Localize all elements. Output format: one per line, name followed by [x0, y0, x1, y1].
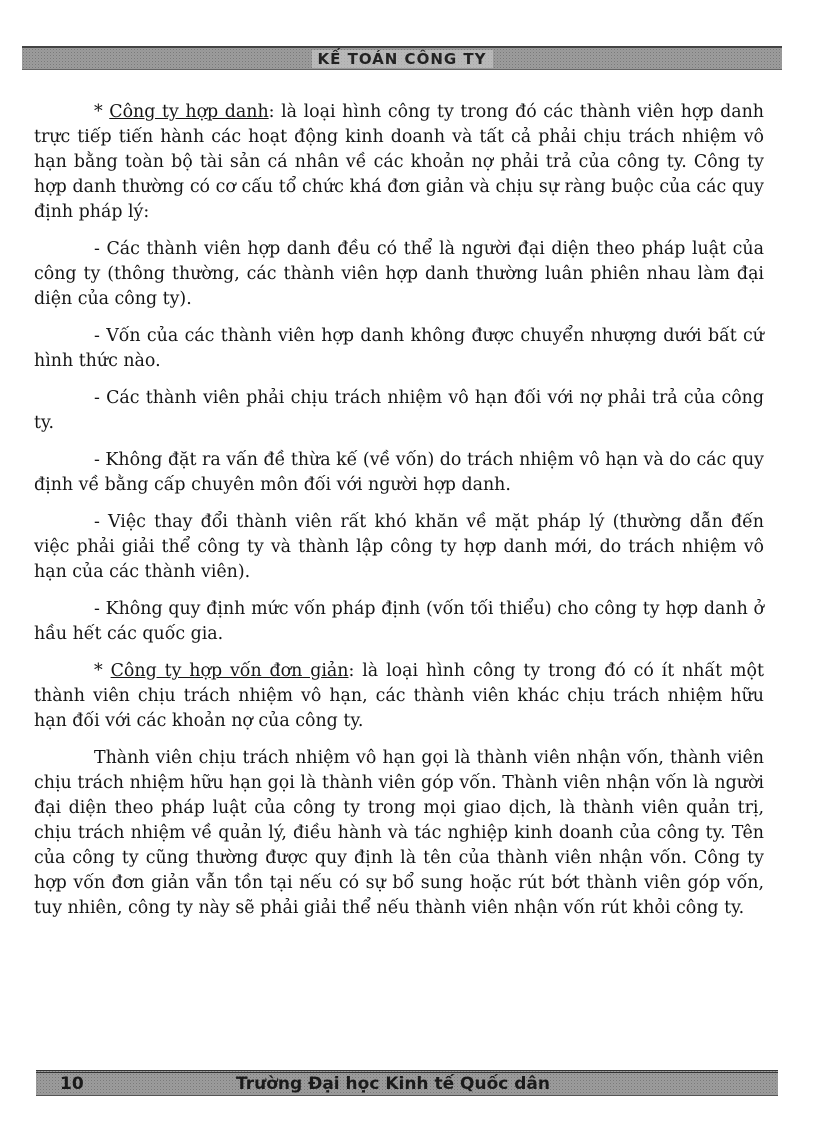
paragraph-lead: * [94, 661, 111, 681]
paragraph [34, 659, 764, 734]
paragraph [34, 746, 764, 921]
paragraph-lead: * [94, 102, 110, 122]
paragraph [34, 386, 764, 436]
paragraph [34, 448, 764, 498]
paragraph-text: - Việc thay đổi thành viên rất khó khăn về mặt pháp lý (thường dẫn đến việc phải giải thể công ty và thành lập công ty hợp danh mới, do trách nhiệm vô hạn của các thành viên). [34, 512, 764, 582]
paragraph-text: Thành viên chịu trách nhiệm vô hạn gọi là thành viên nhận vốn, thành viên chịu trách nhiệm hữu hạn gọi là thành viên góp vốn. Thành viên nhận vốn là người đại diện theo pháp luật của công ty trong mọi giao dịch, là thành viên quản trị, chịu trách nhiệm về quản lý, điều hành và tác nghiệp kinh doanh của công ty. Tên của công ty cũng thường được quy định là tên của thành viên nhận vốn. Công ty hợp vốn đơn giản vẫn tồn tại nếu có sự bổ sung hoặc rút bớt thành viên góp vốn, tuy nhiên, công ty này sẽ phải giải thể nếu thành viên nhận vốn rút khỏi công ty. [34, 748, 764, 918]
paragraph [34, 597, 764, 647]
paragraph-text: - Không quy định mức vốn pháp định (vốn tối thiểu) cho công ty hợp danh ở hầu hết các quốc gia. [34, 599, 764, 644]
footer-title: Trường Đại học Kinh tế Quốc dân [236, 1074, 550, 1094]
page-body [34, 100, 764, 933]
paragraph [34, 237, 764, 312]
paragraph-text: - Vốn của các thành viên hợp danh không được chuyển nhượng dưới bất cứ hình thức nào. [34, 326, 764, 371]
paragraph-text: - Các thành viên hợp danh đều có thể là người đại diện theo pháp luật của công ty (thông thường, các thành viên hợp danh thường luân phiên nhau làm đại diện của công ty). [34, 239, 764, 309]
paragraph-text: - Không đặt ra vấn đề thừa kế (về vốn) do trách nhiệm vô hạn và do các quy định về bằng cấp chuyên môn đối với người hợp danh. [34, 450, 764, 495]
paragraph [34, 510, 764, 585]
footer-banner [36, 1070, 778, 1096]
paragraph-text: : là loại hình công ty trong đó các thành viên hợp danh trực tiếp tiến hành các hoạt động kinh doanh và tất cả phải chịu trách nhiệm vô hạn bằng toàn bộ tài sản cá nhân về các khoản nợ phải trả của công ty. Công ty hợp danh thường có cơ cấu tổ chức khá đơn giản và chịu sự ràng buộc của các quy định pháp lý: [34, 102, 764, 222]
header-banner [22, 46, 782, 70]
paragraph-term: Công ty hợp vốn đơn giản [110, 661, 349, 681]
paragraph-text: : là loại hình công ty trong đó có ít nhất một thành viên chịu trách nhiệm vô hạn, các thành viên khác chịu trách nhiệm hữu hạn đối với các khoản nợ của công ty. [34, 661, 764, 731]
page-number: 10 [60, 1074, 84, 1094]
page-header-title: KẾ TOÁN CÔNG TY [312, 50, 493, 68]
paragraph [34, 324, 764, 374]
paragraph [34, 100, 764, 225]
paragraph-term: Công ty hợp danh [109, 102, 269, 122]
paragraph-text: - Các thành viên phải chịu trách nhiệm vô hạn đối với nợ phải trả của công ty. [34, 388, 764, 433]
